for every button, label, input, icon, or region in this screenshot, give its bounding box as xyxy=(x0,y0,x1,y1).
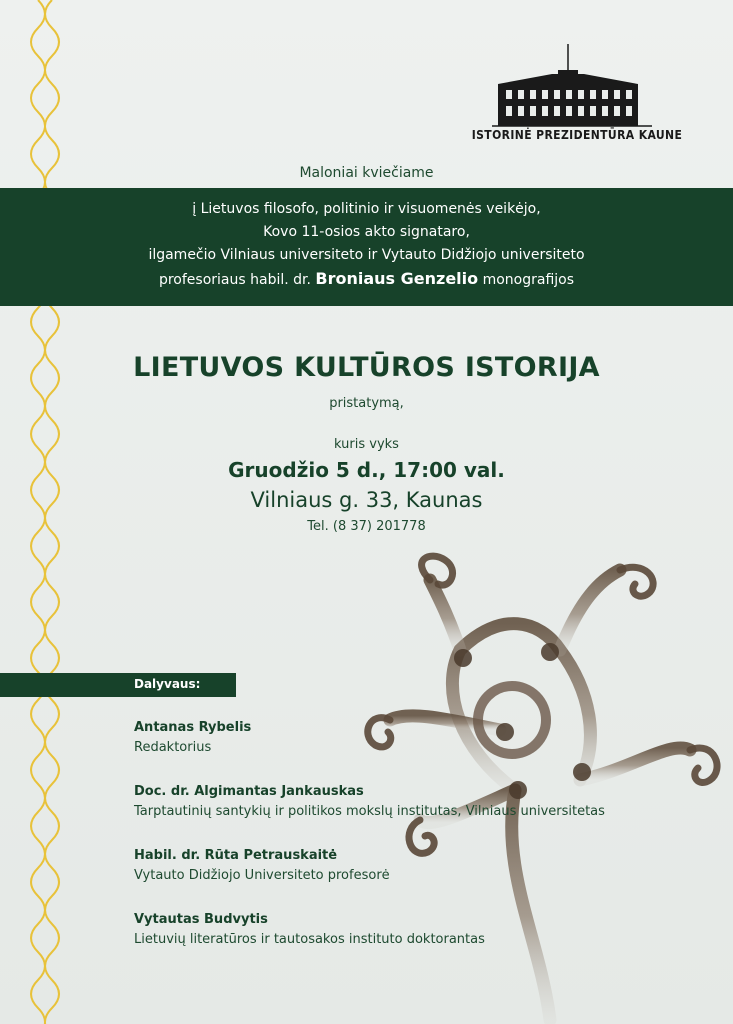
banner-line-4-pre: profesoriaus habil. dr. xyxy=(158,272,316,288)
banner-line-4 xyxy=(0,267,733,292)
event-phone: Tel. (8 37) 201778 xyxy=(307,519,426,534)
participant-name-4: Vytautas Budvytis xyxy=(134,912,268,927)
banner-line-4-post: monografijos xyxy=(478,272,575,288)
participants-label: Dalyvaus: xyxy=(134,677,201,691)
participant-name-1: Antanas Rybelis xyxy=(134,720,252,735)
book-title: LIETUVOS KULTŪROS ISTORIJA xyxy=(133,352,600,383)
chain-ornament-icon xyxy=(28,0,64,1024)
logo-text: ISTORINĖ PREZIDENTŪRA KAUNE xyxy=(471,128,683,142)
banner-line-3: ilgamečio Vilniaus universiteto ir Vytauto Didžiojo universiteto xyxy=(148,247,585,263)
participant-role-1: Redaktorius xyxy=(134,740,212,755)
when-lead: kuris vyks xyxy=(334,437,399,452)
event-address: Vilniaus g. 33, Kaunas xyxy=(250,488,483,512)
banner-line-1: į Lietuvos filosofo, politinio ir visuomenės veikėjo, xyxy=(192,201,541,217)
participants-label-bar xyxy=(0,673,236,697)
participant-name-3: Habil. dr. Rūta Petrauskaitė xyxy=(134,848,338,863)
invitation-banner xyxy=(0,188,733,306)
participant-role-4: Lietuvių literatūros ir tautosakos instituto doktorantas xyxy=(134,932,485,947)
sculpture-image xyxy=(300,540,733,1024)
invite-lead: Maloniai kviečiame xyxy=(299,165,434,181)
event-subtitle: pristatymą, xyxy=(329,396,404,411)
participant-role-2: Tarptautinių santykių ir politikos mokslų institutas, Vilniaus universitetas xyxy=(134,804,605,819)
participant-role-3: Vytauto Didžiojo Universiteto profesorė xyxy=(134,868,390,883)
banner-line-2: Kovo 11-osios akto signataro, xyxy=(263,224,470,240)
participant-name-2: Doc. dr. Algimantas Jankauskas xyxy=(134,784,364,799)
author-name: Broniaus Genzelio xyxy=(315,269,479,288)
event-date: Gruodžio 5 d., 17:00 val. xyxy=(228,458,505,482)
